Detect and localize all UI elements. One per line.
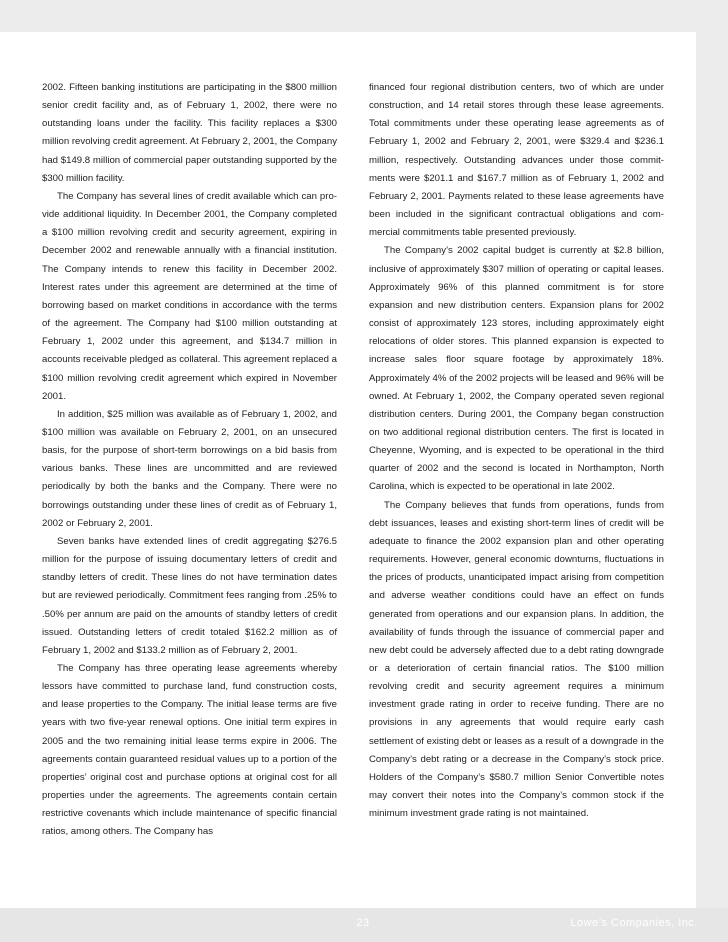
left-text-column [42, 79, 337, 842]
paragraph: 2002. Fifteen banking institutions are participating in the $800 million senior credit facility and, as of February 1, 2002, there were no outstanding loans under the facility. This facility replaces a $300 million revolving credit agreement. At February 2, 2001, the Company had $149.8 million of commercial paper outstanding supported by the $300 million facility. [42, 82, 337, 184]
right-text-column [369, 79, 664, 823]
paragraph: The Company’s 2002 capital budget is currently at $2.8 billion, inclusive of approximately $307 million of operating or capital leases. Approximately 96% of this planned commitment is for store expansion and new distribution centers. Expansion plans for 2002 consist of approximately 123 stores, including approximately eight relocations of older stores. This planned expansion is expected to increase sales floor square footage by approximately 18%. Approximately 4% of the 2002 projects will be leased and 96% will be owned. At February 1, 2002, the Company operated seven regional distribution centers. During 2001, the Company began construction on two additional regional distribution centers. The first is located in Cheyenne, Wyoming, and is expected to be operational in the third quarter of 2002 and the second is located in Northampton, North Carolina, which is expected to be operational in late 2002. [369, 245, 664, 493]
page-number: 23 [356, 917, 370, 929]
paragraph: The Company has three operating lease agreements whereby lessors have committed to purchase land, fund construction costs, and lease properties to the Company. The initial lease terms are five years with two five-year renewal options. One initial term expires in 2005 and the two remaining initial lease terms expire in 2006. The agreements contain guaranteed residual values up to a portion of the properties’ original cost and purchase options at original cost for all properties under the agreements. The agreements contain certain restrictive covenants which include maintenance of specific financial ratios, among others. The Company has [42, 663, 337, 838]
paragraph: The Company has several lines of credit available which can provide additional liquidity. In December 2001, the Company completed a $100 million revolving credit and security agreement, expiring in December 2002 and renewable annually with a financial institution. The Company intends to renew this facility in December 2002. Interest rates under this agreement are determined at the time of borrowing based on market conditions in accordance with the terms of the agreement. The Company had $100 million outstanding at February 1, 2002 under this agreement, and $134.7 million in accounts receivable pledged as collateral. This agreement replaced a $100 million revolving credit agreement which expired in November 2001. [42, 190, 337, 402]
footer-company-name: Lowe’s Companies, Inc. [570, 917, 698, 929]
paragraph: The Company believes that funds from operations, funds from debt issuances, leases and existing short-term lines of credit will be adequate to finance the 2002 expansion plan and other operating requirements. However, general economic downturns, fluctuations in the prices of products, unanticipated impact arising from competition and adverse weather conditions could have an effect on funds generated from operations and our expansion plans. In addition, the availability of funds through the issuance of commercial paper and new debt could be adversely affected due to a debt rating downgrade or a deterioration of certain financial ratios. The $100 million revolving credit and security agreement requires a minimum investment grade rating in order to receive funding. There are no provisions in any agreements that would require early cash settlement of existing debt or leases as a result of a downgrade in the Company’s debt rating or a decrease in the Company’s stock price. Holders of the Company’s $580.7 million Senior Convertible notes may convert their notes into the Company’s common stock if the minimum investment grade rating is not maintained. [369, 499, 664, 820]
paragraph: In addition, $25 million was available as of February 1, 2002, and $100 million was available on February 2, 2001, on an unsecured basis, for the purpose of short-term borrowings on a bid basis from various banks. These lines are uncommitted and are reviewed periodically by both the banks and the Company. There were no borrowings outstanding under these lines of credit as of February 1, 2002 or February 2, 2001. [42, 408, 337, 529]
paragraph: Seven banks have extended lines of credit aggregating $276.5 million for the purpose of issuing documentary letters of credit and standby letters of credit. These lines do not have termination dates but are reviewed periodically. Commitment fees ranging from .25% to .50% per annum are paid on the amounts of standby letters of credit issued. Outstanding letters of credit totaled $162.2 million as of February 1, 2002 and $133.2 million as of February 2, 2001. [42, 535, 337, 656]
paragraph: financed four regional distribution centers, two of which are under construction, and 14 retail stores through these lease agreements. Total commitments under these operating lease agreements as of February 1, 2002 and February 2, 2001, were $329.4 and $236.1 million, respectively. Outstanding advances under those commitments were $201.1 and $167.7 million as of February 1, 2002 and February 2, 2001. Payments related to these lease agreements have been included in the significant contractual obligations and commercial commitments table presented previously. [369, 82, 664, 239]
